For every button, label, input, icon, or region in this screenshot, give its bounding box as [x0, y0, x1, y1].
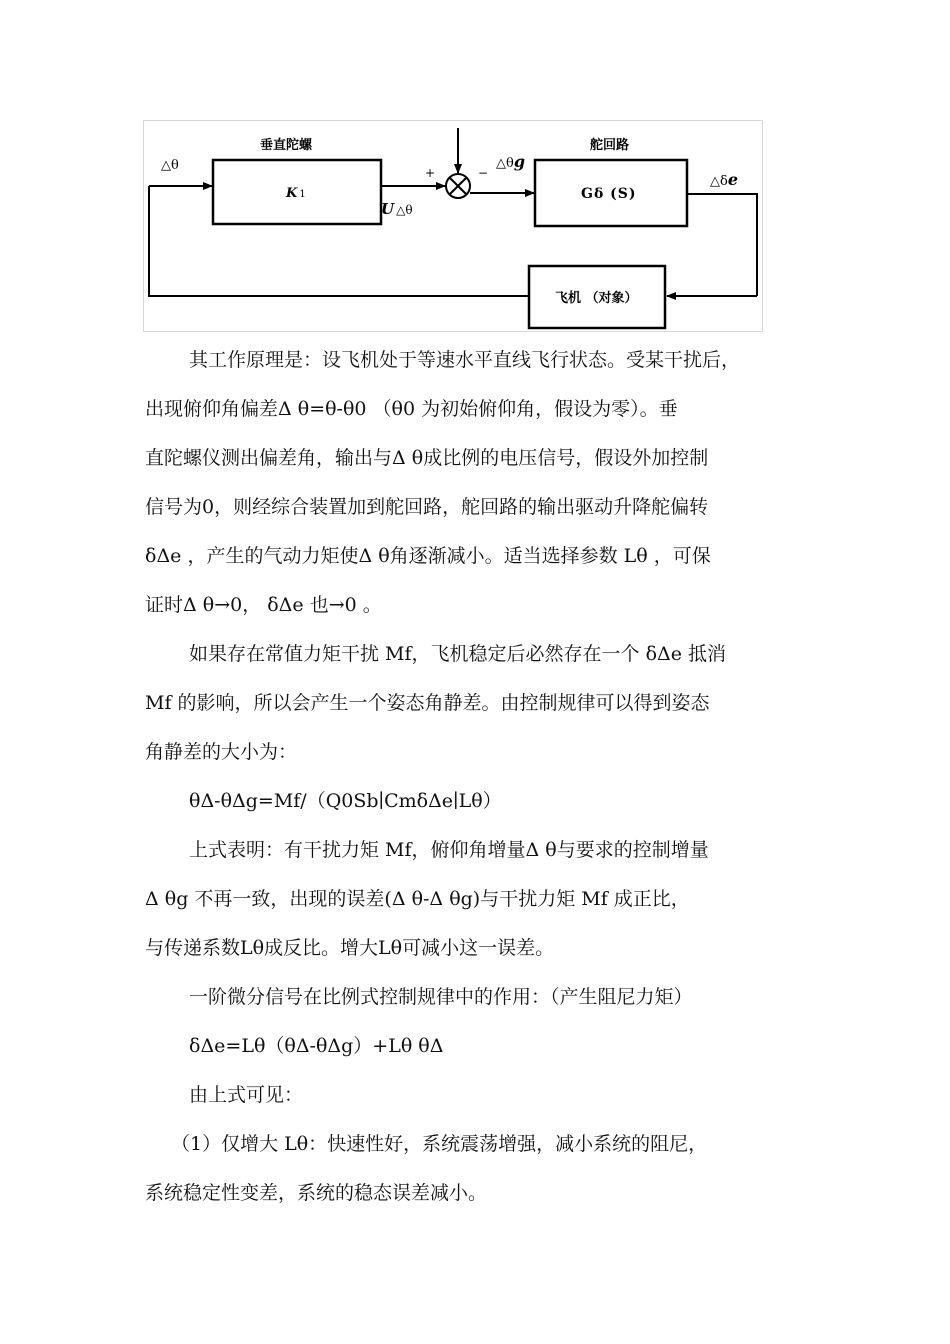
label-k1 [286, 186, 306, 201]
text-line: 如果存在常值力矩干扰 Mf，飞机稳定后必然存在一个 δΔe 抵消 [189, 643, 727, 665]
text-line: δΔe ，产生的气动力矩使Δ θ角逐渐减小。适当选择参数 Lθ ，可保 [145, 545, 711, 567]
block-diagram [143, 120, 763, 332]
signal-minus: − [478, 166, 489, 180]
label-plane-block: 飞机 （对象） [555, 291, 638, 306]
label-servo-block: Gδ (S) [581, 186, 637, 202]
block-diagram-lines [143, 120, 763, 332]
text-line: 证时Δ θ→0， δΔe 也→0 。 [145, 594, 382, 616]
text-line: 与传递系数Lθ成反比。增大Lθ可减小这一误差。 [145, 937, 555, 959]
formula-line: δΔe=Lθ（θΔ-θΔg）+Lθ θΔ [189, 1035, 444, 1057]
body-text [145, 336, 810, 1218]
label-k1-sub: 1 [299, 189, 306, 200]
signal-output-main: △δ [710, 174, 728, 189]
signal-u [381, 200, 413, 218]
text-line: Mf 的影响，所以会产生一个姿态角静差。由控制规律可以得到姿态 [145, 692, 710, 714]
signal-theta-g [496, 152, 525, 171]
signal-theta-g-main: △θ [496, 156, 514, 171]
label-gyro-title: 垂直陀螺 [260, 138, 313, 153]
text-line: 信号为0，则经综合装置加到舵回路，舵回路的输出驱动升降舵偏转 [145, 496, 709, 518]
text-line: 直陀螺仪测出偏差角，输出与Δ θ成比例的电压信号，假设外加控制 [145, 447, 709, 469]
text-line: 角静差的大小为： [145, 741, 298, 763]
signal-plus: + [425, 166, 436, 180]
signal-theta-g-sub: g [513, 152, 526, 171]
text-line: Δ θg 不再一致，出现的误差(Δ θ-Δ θg)与干扰力矩 Mf 成正比， [145, 888, 690, 910]
label-k1-main: K [286, 186, 298, 201]
signal-output-sub: e [727, 170, 739, 189]
signal-input: △θ [161, 158, 179, 173]
text-line: 出现俯仰角偏差Δ θ=θ-θ0 （θ0 为初始俯仰角，假设为零）。垂 [145, 398, 678, 420]
formula-line: θΔ-θΔg=Mf/（Q0Sb∣CmδΔe∣Lθ） [189, 790, 502, 812]
signal-output [710, 170, 738, 189]
label-servo-title: 舵回路 [590, 138, 630, 153]
signal-u-sub: △θ [396, 203, 413, 217]
text-line: 由上式可见： [189, 1084, 304, 1106]
text-line: （1）仅增大 Lθ：快速性好，系统震荡增强，减小系统的阻尼， [171, 1133, 708, 1155]
text-line: 一阶微分信号在比例式控制规律中的作用：（产生阻尼力矩） [189, 986, 693, 1008]
signal-u-main: U [381, 200, 395, 218]
text-line: 其工作原理是：设飞机处于等速水平直线飞行状态。受某干扰后， [189, 349, 741, 371]
text-line: 系统稳定性变差，系统的稳态误差减小。 [145, 1182, 488, 1204]
text-line: 上式表明：有干扰力矩 Mf，俯仰角增量Δ θ与要求的控制增量 [189, 839, 709, 861]
